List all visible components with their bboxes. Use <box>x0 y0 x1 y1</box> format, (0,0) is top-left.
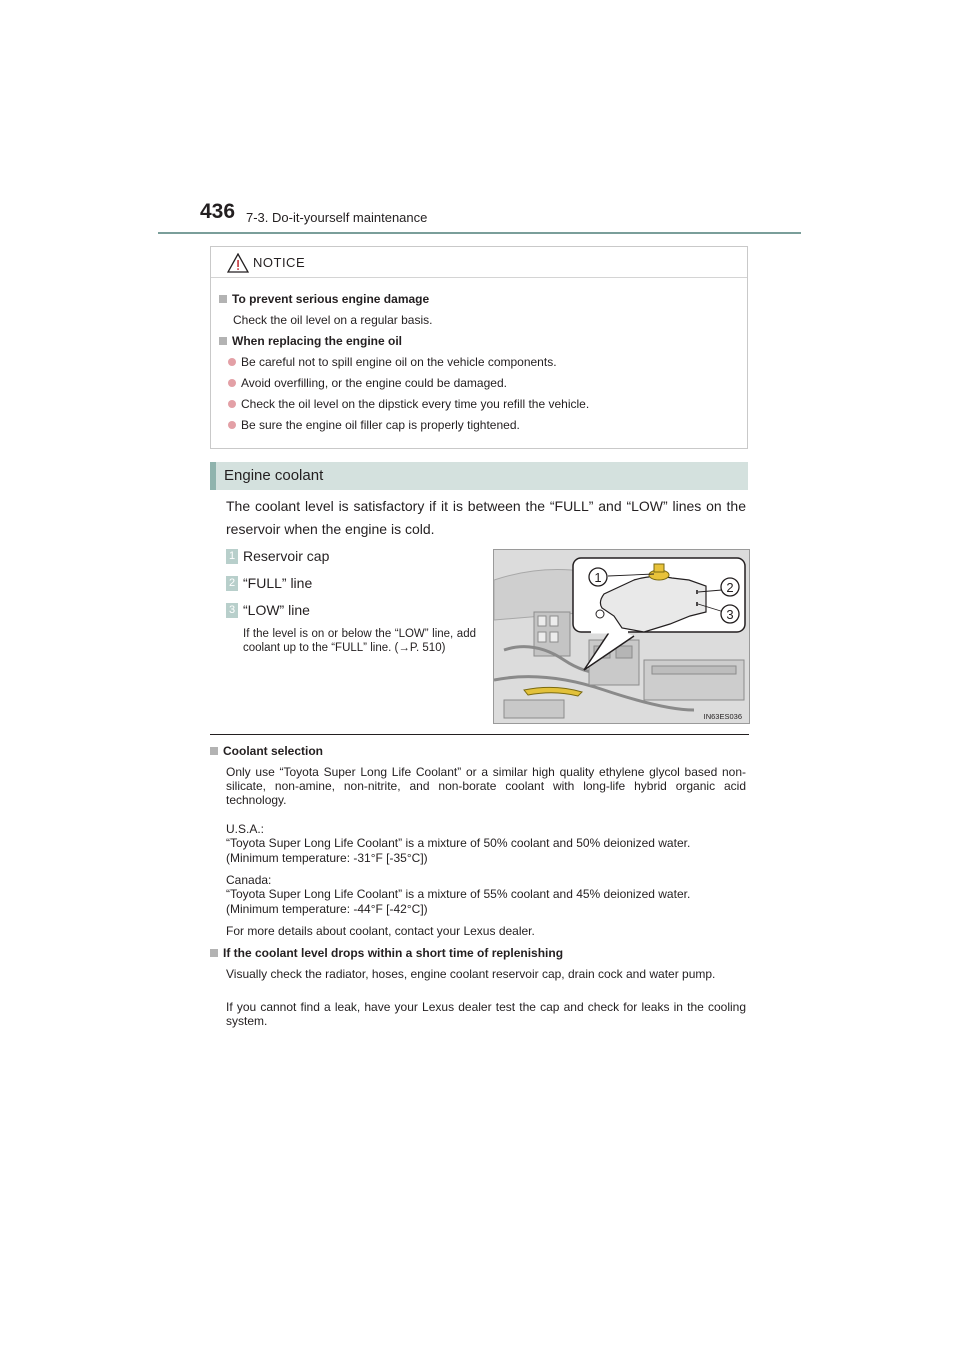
engine-bay-illustration <box>493 549 750 724</box>
notice-bullet: Avoid overfilling, or the engine could be damaged. <box>228 376 507 390</box>
section-heading <box>210 462 748 490</box>
section-divider <box>210 734 749 735</box>
square-bullet-icon <box>210 949 218 957</box>
dot-bullet-icon <box>228 379 236 387</box>
number-badge: 3 <box>226 603 238 618</box>
note-title: If the coolant level drops within a short time of replenishing <box>210 946 563 960</box>
note-line: U.S.A.: <box>226 822 265 836</box>
note-title: Coolant selection <box>210 744 323 758</box>
note-line: “Toyota Super Long Life Coolant” is a mixture of 55% coolant and 45% deionized water. <box>226 887 691 901</box>
coolant-note: If the level is on or below the “LOW” line, add coolant up to the “FULL” line. (→P. 510) <box>243 628 476 654</box>
note-paragraph: Only use “Toyota Super Long Life Coolant” or a similar high quality ethylene glycol based non-silicate, non-amine, non-nitrite, and non-borate coolant with long-life hybrid organic acid technology. <box>226 765 746 807</box>
dot-bullet-icon <box>228 421 236 429</box>
square-bullet-icon <box>210 747 218 755</box>
note-line: (Minimum temperature: -44°F [-42°C]) <box>226 902 428 916</box>
callout-1: 1 <box>594 570 602 585</box>
callout-2: 2 <box>726 580 734 595</box>
item-label: Reservoir cap <box>243 548 330 564</box>
note-paragraph: Visually check the radiator, hoses, engine coolant reservoir cap, drain cock and water pump. <box>226 967 716 981</box>
note-paragraph: If you cannot find a leak, have your Lexus dealer test the cap and check for leaks in the cooling system. <box>226 1000 746 1028</box>
notice-header <box>211 247 747 278</box>
figure-code: IN63ES036 <box>703 712 742 721</box>
notice-bullet: Check the oil level on the dipstick every time you refill the vehicle. <box>228 397 589 411</box>
number-badge: 1 <box>226 549 238 564</box>
notice-label: NOTICE <box>253 255 306 270</box>
engine-bay-drawing <box>494 550 749 723</box>
notice-box <box>210 246 748 449</box>
note-line: (Minimum temperature: -31°F [-35°C]) <box>226 851 428 865</box>
intro-paragraph: The coolant level is satisfactory if it is between the “FULL” and “LOW” lines on the reservoir when the engine is cold. <box>226 498 746 537</box>
item-label: “LOW” line <box>243 602 310 618</box>
section-title: 7-3. Do-it-yourself maintenance <box>246 210 428 225</box>
note-line: For more details about coolant, contact your Lexus dealer. <box>226 924 535 938</box>
header-rule <box>158 232 801 234</box>
square-bullet-icon <box>219 337 227 345</box>
notice-bullet: Be sure the engine oil filler cap is properly tightened. <box>228 418 520 432</box>
callout-3: 3 <box>726 607 734 622</box>
notice-bullet: Be careful not to spill engine oil on the vehicle components. <box>228 355 557 369</box>
number-badge: 2 <box>226 576 238 591</box>
notice-group-title: To prevent serious engine damage <box>219 292 429 306</box>
warning-triangle-icon <box>227 253 249 273</box>
dot-bullet-icon <box>228 400 236 408</box>
notice-group-text: Check the oil level on a regular basis. <box>233 313 433 327</box>
note-line: Canada: <box>226 873 272 887</box>
notice-group-title: When replacing the engine oil <box>219 334 402 348</box>
dot-bullet-icon <box>228 358 236 366</box>
section-heading-label: Engine coolant <box>224 467 324 484</box>
page-number: 436 <box>200 200 236 223</box>
item-label: “FULL” line <box>243 575 313 591</box>
square-bullet-icon <box>219 295 227 303</box>
note-line: “Toyota Super Long Life Coolant” is a mixture of 50% coolant and 50% deionized water. <box>226 836 691 850</box>
